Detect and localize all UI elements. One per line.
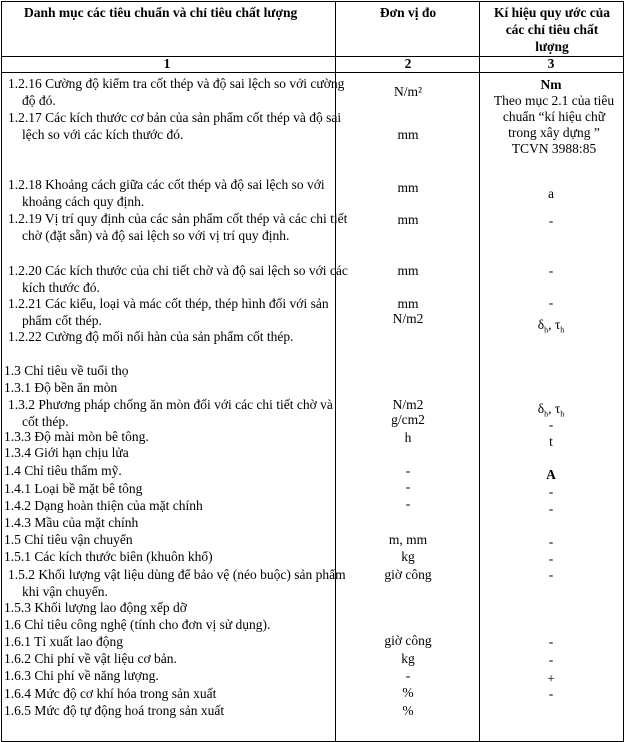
table-row-label: 1.5.3 Khối lượng lao động xếp dỡ [4,600,187,615]
column-number-2: 2 [404,56,412,71]
table-row-label: 1.4.1 Loại bề mặt bê tông [4,481,143,496]
table-row-unit: % [402,685,414,700]
table-row-label: 1.2.22 Cường độ mối nối hàn của sản phẩm cốt thép. [8,329,294,344]
table-row-label: 1.2.19 Vị trí quy định của các sản phẩm cốt thép và các chi tiết chờ (đặt sẵn) và độ sai lệch so với vị trí quy định. [8,211,348,243]
table-row-symbol: - [548,686,554,701]
column-number-1: 1 [163,56,171,71]
table-row-unit: - [405,463,411,478]
table-row-label: 1.5.2 Khối lượng vật liệu dùng để bảo vệ (néo buộc) sản phẩm khi vận chuyển. [8,567,346,599]
table-row-symbol: + [547,671,555,686]
table-row-unit: N/m2 [392,397,424,412]
table-row-unit: - [405,668,411,683]
table-row-symbol-secondary: $\delta_h$, $\tau_h$ [537,317,565,335]
table-row-symbol: t [549,434,553,449]
table-row-unit: mm [397,212,419,227]
table-row-label: 1.6.1 Tỉ xuất lao động [4,634,123,649]
table-row-unit-secondary: N/m2 [392,311,424,326]
table-row-label: 1.2.21 Các kiểu, loại và mác cốt thép, thép hình đối với sản phẩm cốt thép. [8,296,329,328]
table-row-label: 1.5 Chỉ tiêu vận chuyển [4,532,133,547]
table-row-label: 1.2.20 Các kích thước của chi tiết chờ và độ sai lệch so với các kích thước đó. [8,263,348,295]
table-row-symbol: - [548,501,554,516]
column-divider [479,1,480,741]
table-row-label: 1.6.4 Mức độ cơ khí hóa trong sản xuất [4,686,217,701]
table-row-symbol: Nm [540,77,562,92]
table-row-unit: mm [397,296,419,311]
table-row-symbol: - [548,295,554,310]
table-row-label: 1.4 Chỉ tiêu thẩm mỹ. [4,463,122,478]
table-row-symbol: Theo mục 2.1 của tiêu chuẩn “kí hiệu chữ trong xây dựng ” TCVN 3988:85 [493,93,615,156]
table-row-label: 1.3.2 Phương pháp chống ăn mòn đối với các chi tiết chờ và cốt thép. [8,397,333,429]
table-row-unit: m, mm [388,532,428,547]
table-row-label: 1.3.3 Độ mài mòn bê tông. [4,429,149,444]
table-row-symbol: - [548,567,554,582]
table-row-symbol: - [548,534,554,549]
table-row-unit: N/m² [393,84,423,99]
table-row-label: 1.3 Chỉ tiêu về tuổi thọ [4,363,129,378]
table-row-symbol: $\delta_h$, $\tau_h$ [537,401,565,419]
table-row-symbol: - [548,484,554,499]
header-col2: Đơn vị đo [379,5,437,20]
table-row-symbol: - [548,652,554,667]
table-row-unit: giờ công [384,633,432,648]
table-row-unit: - [405,496,411,511]
table-row-unit: kg [401,549,415,564]
table-row-label: 1.3.4 Giới hạn chịu lửa [4,445,129,460]
table-row-symbol: - [548,551,554,566]
table-row-unit: - [405,479,411,494]
table-row-label: 1.4.3 Mầu của mặt chính [4,515,139,530]
table-row-label: 1.6.2 Chi phí về vật liệu cơ bản. [4,651,177,666]
table-row-symbol: - [548,634,554,649]
table-row-symbol: A [546,467,556,482]
table-row-unit: h [404,430,412,445]
table-row-unit-secondary: g/cm2 [391,412,425,427]
table-row-unit: kg [401,651,415,666]
table-row-label: 1.2.18 Khoảng cách giữa các cốt thép và độ sai lệch so với khoảng cách quy định. [8,177,325,209]
table-row-unit: giờ công [384,567,432,582]
table-row-label: 1.6.5 Mức độ tự động hoá trong sản xuất [4,703,225,718]
table-row-symbol: - [548,263,554,278]
table-row-unit: mm [397,180,419,195]
column-number-3: 3 [547,56,555,71]
table-row-label: 1.3.1 Độ bền ăn mòn [4,380,118,395]
table-row-label: 1.2.16 Cường độ kiểm tra cốt thép và độ sai lệch so với cường độ đó. [8,76,345,108]
table-row-label: 1.6 Chỉ tiêu công nghệ (tính cho đơn vị sử dụng). [4,617,271,632]
table-row-label: 1.4.2 Dạng hoàn thiện của mặt chính [4,498,203,513]
header-divider [1,72,623,73]
table-row-label: 1.6.3 Chi phí về năng lượng. [4,668,159,683]
table-row-symbol: - [548,213,554,228]
header-col3: Kí hiệu quy ước của các chỉ tiêu chất lượng [493,5,611,54]
table-row-unit: mm [397,263,419,278]
table-row-unit: % [402,703,414,718]
table-row-label: 1.2.17 Các kích thước cơ bản của sản phẩm cốt thép và độ sai lệch so với các kích thước đó. [8,110,342,142]
table-row-unit: mm [397,127,419,142]
table-row-symbol: a [548,186,554,201]
table-row-label: 1.5.1 Các kích thước biên (khuôn khổ) [4,549,213,564]
table-row-symbol-secondary: - [548,417,554,432]
header-col1: Danh mục các tiêu chuẩn và chỉ tiêu chất lượng [24,5,298,20]
